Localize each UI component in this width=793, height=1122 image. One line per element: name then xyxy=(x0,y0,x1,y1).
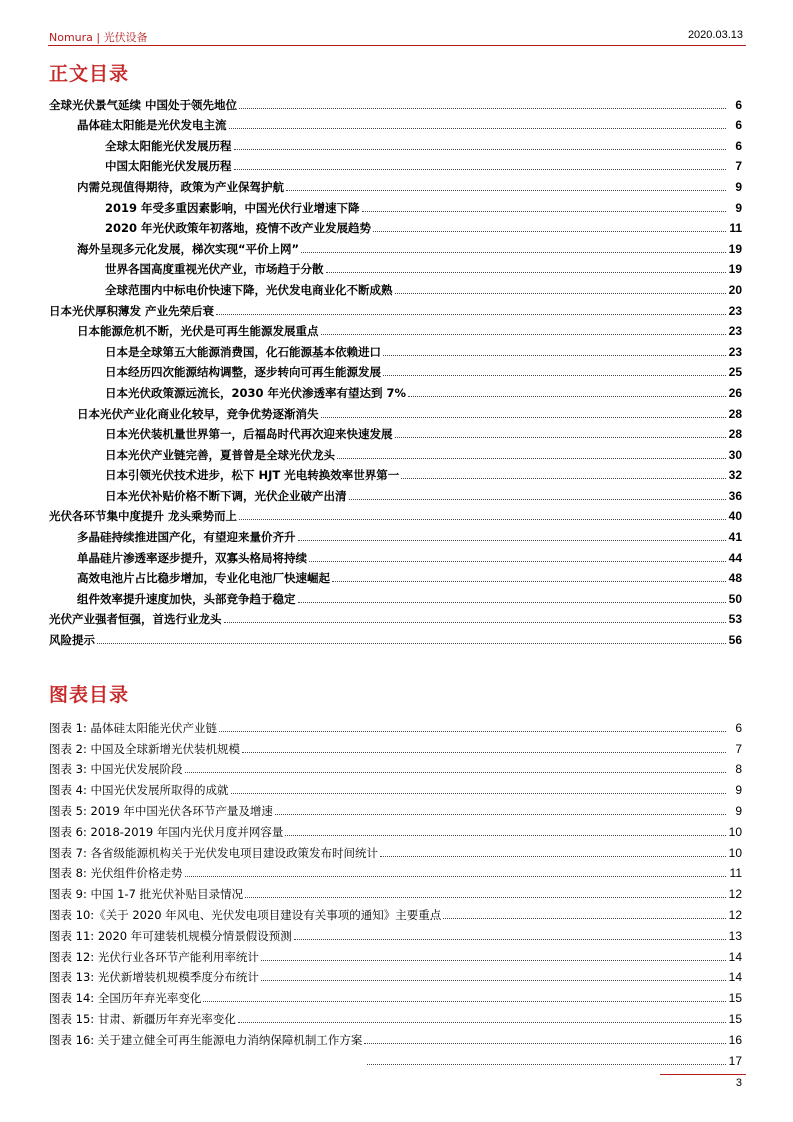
dot-leader xyxy=(242,752,726,753)
figure-entry[interactable] xyxy=(49,922,742,943)
figure-entry[interactable] xyxy=(49,839,742,860)
dot-leader xyxy=(261,960,726,961)
table-of-contents xyxy=(0,91,793,647)
figure-entry[interactable] xyxy=(49,964,742,985)
dot-leader xyxy=(298,602,727,603)
toc-entry-page: 7 xyxy=(735,159,742,174)
dot-leader xyxy=(97,643,726,644)
figure-entry-page: 14 xyxy=(728,949,742,964)
toc-entry-page: 44 xyxy=(728,550,742,565)
toc-entry-page: 32 xyxy=(728,468,742,483)
figure-entry-page: 15 xyxy=(728,1011,742,1026)
toc-entry-title: 全球太阳能光伏发展历程 xyxy=(105,138,232,153)
toc-entry-title: 多晶硅持续推进国产化，有望迎来量价齐升 xyxy=(77,530,296,545)
figure-entry-page: 12 xyxy=(728,907,742,922)
toc-entry-page: 50 xyxy=(728,591,742,606)
toc-entry[interactable] xyxy=(49,359,742,380)
dot-leader xyxy=(245,897,726,898)
dot-leader xyxy=(373,231,726,232)
toc-entry-title: 单晶硅片渗透率逐步提升，双寡头格局将持续 xyxy=(77,550,307,565)
dot-leader xyxy=(238,1022,726,1023)
toc-entry-title: 光伏产业强者恒强，首选行业龙头 xyxy=(49,612,222,627)
toc-entry-title: 海外呈现多元化发展，梯次实现“平价上网” xyxy=(77,241,300,256)
dot-leader xyxy=(383,355,726,356)
toc-entry[interactable] xyxy=(49,153,742,174)
figure-entry-title: 图表 4: 中国光伏发展所取得的成就 xyxy=(49,783,229,798)
toc-entry-page: 11 xyxy=(729,221,742,236)
toc-entry-page: 48 xyxy=(728,571,742,586)
toc-entry-title: 组件效率提升速度加快，头部竞争趋于稳定 xyxy=(77,591,296,606)
toc-entry[interactable] xyxy=(49,462,742,483)
toc-entry-page: 28 xyxy=(728,427,742,442)
figure-entry-page: 17 xyxy=(728,1053,742,1068)
toc-entry-page: 53 xyxy=(728,612,742,627)
header-divider xyxy=(48,45,746,46)
figure-entry-page: 9 xyxy=(735,803,742,818)
toc-entry-page: 26 xyxy=(728,385,742,400)
toc-entry-title: 全球范围内中标电价快速下降，光伏发电商业化不断成熟 xyxy=(105,282,393,297)
dot-leader xyxy=(309,561,726,562)
figure-entry[interactable] xyxy=(49,984,742,1005)
dot-leader xyxy=(286,190,726,191)
figure-entry[interactable] xyxy=(49,880,742,901)
toc-entry[interactable] xyxy=(49,132,742,153)
dot-leader xyxy=(239,108,726,109)
figure-entry-title: 图表 5: 2019 年中国光伏各环节产量及增速 xyxy=(49,803,273,818)
toc-entry-page: 41 xyxy=(728,530,742,545)
toc-title: 正文目录 xyxy=(49,63,130,85)
figure-entry-page: 10 xyxy=(728,824,742,839)
toc-entry-title: 2020 年光伏政策年初落地，疫情不改产业发展趋势 xyxy=(105,221,372,236)
toc-entry[interactable] xyxy=(49,215,742,236)
toc-entry[interactable] xyxy=(49,297,742,318)
toc-entry-title: 2019 年受多重因素影响，中国光伏行业增速下降 xyxy=(105,200,360,215)
figure-entry-title: 图表 3: 中国光伏发展阶段 xyxy=(49,762,183,777)
toc-entry[interactable] xyxy=(49,441,742,462)
toc-entry[interactable] xyxy=(49,523,742,544)
figure-entry[interactable] xyxy=(49,1047,742,1068)
toc-entry[interactable] xyxy=(49,194,742,215)
figure-entry-title: 图表 14: 全国历年弃光率变化 xyxy=(49,991,202,1006)
toc-entry-page: 23 xyxy=(728,344,742,359)
dot-leader xyxy=(332,581,726,582)
toc-entry-page: 6 xyxy=(735,138,742,153)
figure-entry[interactable] xyxy=(49,1026,742,1047)
figure-entry-title: 图表 15: 甘肃、新疆历年弃光率变化 xyxy=(49,1011,236,1026)
figure-entry-title: 图表 16: 关于建立健全可再生能源电力消纳保障机制工作方案 xyxy=(49,1032,363,1047)
figure-entry-page: 9 xyxy=(735,783,742,798)
dot-leader xyxy=(443,918,726,919)
figure-entry-title: 图表 7: 各省级能源机构关于光伏发电项目建设政策发布时间统计 xyxy=(49,845,378,860)
figure-entry-title: 图表 12: 光伏行业各环节产能利用率统计 xyxy=(49,949,259,964)
toc-entry[interactable] xyxy=(49,338,742,359)
toc-entry[interactable] xyxy=(49,565,742,586)
toc-entry[interactable] xyxy=(49,544,742,565)
figure-entry-title: 图表 13: 光伏新增装机规模季度分布统计 xyxy=(49,970,259,985)
dot-leader xyxy=(395,293,727,294)
toc-entry-title: 日本光伏装机量世界第一，后福岛时代再次迎来快速发展 xyxy=(105,427,393,442)
dot-leader xyxy=(337,458,726,459)
toc-entry-title: 内需兑现值得期待，政策为产业保驾护航 xyxy=(77,179,284,194)
dot-leader xyxy=(321,417,727,418)
toc-entry-title: 日本光伏产业链完善，夏普曾是全球光伏龙头 xyxy=(105,447,335,462)
toc-entry[interactable] xyxy=(49,276,742,297)
figure-entry-title: 图表 2: 中国及全球新增光伏装机规模 xyxy=(49,741,241,756)
toc-entry-page: 56 xyxy=(728,633,742,648)
toc-entry-title: 日本引领光伏技术进步，松下 HJT 光电转换效率世界第一 xyxy=(105,468,400,483)
dot-leader xyxy=(321,334,727,335)
dot-leader xyxy=(203,1001,726,1002)
dot-leader xyxy=(298,540,727,541)
toc-entry-page: 30 xyxy=(728,447,742,462)
figure-entry-page: 15 xyxy=(728,991,742,1006)
dot-leader xyxy=(408,396,726,397)
toc-entry-title: 世界各国高度重视光伏产业，市场趋于分散 xyxy=(105,262,324,277)
figure-entry-page: 7 xyxy=(735,741,742,756)
list-of-figures xyxy=(0,714,793,1068)
figure-entry-page: 10 xyxy=(728,845,742,860)
toc-entry-title: 晶体硅太阳能是光伏发电主流 xyxy=(77,118,227,133)
figure-entry-page: 12 xyxy=(728,887,742,902)
dot-leader xyxy=(216,314,726,315)
toc-entry-page: 23 xyxy=(728,303,742,318)
figure-entry[interactable] xyxy=(49,818,742,839)
figure-entry[interactable] xyxy=(49,714,742,735)
page-number: 3 xyxy=(735,1077,742,1089)
toc-entry-page: 20 xyxy=(728,282,742,297)
toc-entry[interactable] xyxy=(49,256,742,277)
header-brand: Nomura | 光伏设备 xyxy=(49,31,148,44)
dot-leader xyxy=(362,211,726,212)
toc-entry-title: 日本光伏政策源远流长，2030 年光伏渗透率有望达到 7% xyxy=(105,385,407,400)
figure-entry-page: 13 xyxy=(728,928,742,943)
figure-entry[interactable] xyxy=(49,943,742,964)
dot-leader xyxy=(294,939,726,940)
figure-entry-page: 11 xyxy=(729,866,742,881)
dot-leader xyxy=(383,375,726,376)
dot-leader xyxy=(219,731,726,732)
dot-leader xyxy=(285,835,726,836)
toc-entry[interactable] xyxy=(49,482,742,503)
toc-entry-page: 19 xyxy=(728,262,742,277)
toc-entry-title: 风险提示 xyxy=(49,633,95,648)
toc-entry-page: 19 xyxy=(728,241,742,256)
dot-leader xyxy=(261,980,726,981)
figure-entry[interactable] xyxy=(49,797,742,818)
toc-entry-page: 28 xyxy=(728,406,742,421)
figure-entry-page: 6 xyxy=(735,720,742,735)
figure-entry[interactable] xyxy=(49,756,742,777)
dot-leader xyxy=(224,622,727,623)
toc-entry[interactable] xyxy=(49,235,742,256)
dot-leader xyxy=(349,499,727,500)
toc-entry-title: 日本能源危机不断，光伏是可再生能源发展重点 xyxy=(77,324,319,339)
figure-entry[interactable] xyxy=(49,901,742,922)
toc-entry[interactable] xyxy=(49,173,742,194)
dot-leader xyxy=(380,856,726,857)
toc-entry-page: 23 xyxy=(728,324,742,339)
toc-entry-title: 日本光伏厚积薄发 产业先荣后衰 xyxy=(49,303,215,318)
toc-entry-page: 9 xyxy=(735,179,742,194)
toc-entry[interactable] xyxy=(49,318,742,339)
figure-entry-page: 16 xyxy=(728,1032,742,1047)
dot-leader xyxy=(234,169,727,170)
toc-entry[interactable] xyxy=(49,503,742,524)
dot-leader xyxy=(185,772,726,773)
dot-leader xyxy=(301,252,726,253)
toc-entry[interactable] xyxy=(49,112,742,133)
footer-divider xyxy=(660,1074,746,1075)
toc-entry-page: 36 xyxy=(728,488,742,503)
figure-entry-title: 图表 9: 中国 1-7 批光伏补贴目录情况 xyxy=(49,887,244,902)
dot-leader xyxy=(185,876,726,877)
figure-entry[interactable] xyxy=(49,1005,742,1026)
toc-entry-title: 日本是全球第五大能源消费国，化石能源基本依赖进口 xyxy=(105,344,381,359)
dot-leader xyxy=(239,519,726,520)
toc-entry-title: 日本光伏补贴价格不断下调，光伏企业破产出清 xyxy=(105,488,347,503)
dot-leader xyxy=(401,478,726,479)
toc-entry[interactable] xyxy=(49,585,742,606)
toc-entry-title: 光伏各环节集中度提升 龙头乘势而上 xyxy=(49,509,238,524)
figures-title: 图表目录 xyxy=(49,684,130,706)
toc-entry-page: 6 xyxy=(735,118,742,133)
figure-entry-title: 图表 10:《关于 2020 年风电、光伏发电项目建设有关事项的通知》主要重点 xyxy=(49,907,442,922)
dot-leader xyxy=(364,1043,726,1044)
dot-leader xyxy=(367,1064,726,1065)
figure-entry[interactable] xyxy=(49,860,742,881)
toc-entry-title: 日本光伏产业化商业化较早，竞争优势逐渐消失 xyxy=(77,406,319,421)
toc-entry[interactable] xyxy=(49,379,742,400)
dot-leader xyxy=(326,272,727,273)
toc-entry-title: 高效电池片占比稳步增加，专业化电池厂快速崛起 xyxy=(77,571,330,586)
toc-entry[interactable] xyxy=(49,91,742,112)
dot-leader xyxy=(229,128,727,129)
figure-entry-page: 14 xyxy=(728,970,742,985)
toc-entry-page: 6 xyxy=(735,97,742,112)
toc-entry-title: 全球光伏景气延续 中国处于领先地位 xyxy=(49,97,238,112)
toc-entry-page: 25 xyxy=(728,365,742,380)
dot-leader xyxy=(395,437,727,438)
toc-entry-title: 中国太阳能光伏发展历程 xyxy=(105,159,232,174)
figure-entry-title: 图表 6: 2018-2019 年国内光伏月度并网容量 xyxy=(49,824,284,839)
figure-entry[interactable] xyxy=(49,735,742,756)
dot-leader xyxy=(231,793,726,794)
figure-entry-title: 图表 11: 2020 年可建装机规模分情景假设预测 xyxy=(49,928,292,943)
header-date: 2020.03.13 xyxy=(687,29,743,41)
toc-entry-page: 40 xyxy=(728,509,742,524)
toc-entry[interactable] xyxy=(49,606,742,627)
dot-leader xyxy=(234,149,727,150)
toc-entry-title: 日本经历四次能源结构调整，逐步转向可再生能源发展 xyxy=(105,365,381,380)
toc-entry[interactable] xyxy=(49,626,742,647)
figure-entry[interactable] xyxy=(49,776,742,797)
figure-entry-page: 8 xyxy=(735,762,742,777)
toc-entry[interactable] xyxy=(49,400,742,421)
toc-entry[interactable] xyxy=(49,421,742,442)
dot-leader xyxy=(275,814,726,815)
figure-entry-title: 图表 8: 光伏组件价格走势 xyxy=(49,866,183,881)
toc-entry-page: 9 xyxy=(735,200,742,215)
figure-entry-title: 图表 1: 晶体硅太阳能光伏产业链 xyxy=(49,720,218,735)
